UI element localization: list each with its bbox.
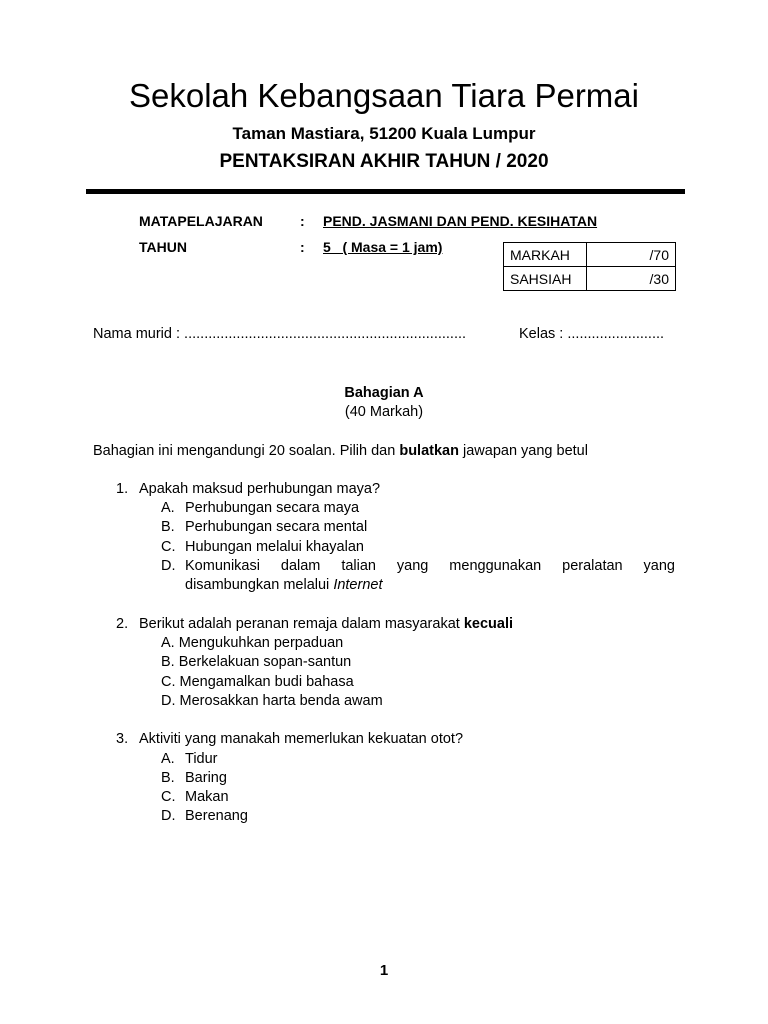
- option-text: Perhubungan secara mental: [185, 519, 368, 535]
- option-letter: A.: [161, 751, 175, 767]
- student-class-field: Kelas : ........................: [519, 326, 665, 342]
- header-divider: [86, 189, 685, 194]
- question-text: Aktiviti yang manakah memerlukan kekuatan otot?: [139, 731, 464, 747]
- question-text-main: Berikut adalah peranan remaja dalam masyarakat: [139, 616, 464, 632]
- score-label: MARKAH: [504, 243, 587, 267]
- question-number: 1.: [116, 481, 129, 497]
- option-text: Komunikasi dalam talian yang menggunakan peralatan yang: [185, 558, 675, 574]
- subject-label: MATAPELAJARAN: [139, 213, 263, 229]
- option-text: C. Mengamalkan budi bahasa: [161, 674, 354, 690]
- option-text: Makan: [185, 789, 229, 805]
- school-name: Sekolah Kebangsaan Tiara Permai: [129, 77, 639, 114]
- score-label: SAHSIAH: [504, 267, 587, 291]
- score-row-sahsiah: [504, 267, 676, 291]
- instruction-emphasis: bulatkan: [399, 443, 459, 459]
- year-label: TAHUN: [139, 239, 187, 255]
- option-text: Tidur: [185, 751, 218, 767]
- option-text: A. Mengukuhkan perpaduan: [161, 635, 344, 651]
- score-value: /30: [587, 267, 676, 291]
- option-text-continued: [185, 576, 382, 595]
- page-number: 1: [379, 962, 389, 979]
- section-marks: (40 Markah): [344, 404, 424, 420]
- option-text: B. Berkelakuan sopan-santun: [161, 654, 352, 670]
- subject-value: PEND. JASMANI DAN PEND. KESIHATAN: [323, 213, 598, 229]
- option-text-italic: Internet: [333, 577, 383, 593]
- score-row-markah: [504, 243, 676, 267]
- subject-separator: :: [300, 213, 305, 229]
- option-letter: C.: [161, 789, 176, 805]
- option-letter: B.: [161, 770, 175, 786]
- score-table: [503, 242, 676, 291]
- year-value: 5 ( Masa = 1 jam): [323, 239, 443, 255]
- year-separator: :: [300, 239, 305, 255]
- score-value: /70: [587, 243, 676, 267]
- instruction-text: jawapan yang betul: [458, 443, 588, 459]
- question-number: 3.: [116, 731, 129, 747]
- option-text: Perhubungan secara maya: [185, 500, 360, 516]
- option-letter: D.: [161, 558, 176, 574]
- question-text: [139, 615, 513, 634]
- option-letter: A.: [161, 500, 175, 516]
- option-text-line: disambungkan melalui: [185, 577, 334, 593]
- section-title: Bahagian A: [344, 385, 424, 401]
- exam-title: PENTAKSIRAN AKHIR TAHUN / 2020: [219, 151, 549, 172]
- question-text-emphasis: kecuali: [463, 616, 513, 632]
- school-address: Taman Mastiara, 51200 Kuala Lumpur: [232, 124, 536, 143]
- question-text: Apakah maksud perhubungan maya?: [139, 481, 381, 497]
- option-text: Berenang: [185, 808, 248, 824]
- section-instruction: [93, 442, 588, 461]
- option-letter: D.: [161, 808, 176, 824]
- option-letter: B.: [161, 519, 175, 535]
- student-name-field: Nama murid : ......................................................................: [93, 326, 467, 342]
- question-number: 2.: [116, 616, 129, 632]
- option-text: Hubungan melalui khayalan: [185, 539, 364, 555]
- option-text: Baring: [185, 770, 227, 786]
- option-letter: C.: [161, 539, 176, 555]
- option-text: D. Merosakkan harta benda awam: [161, 693, 383, 709]
- instruction-text: Bahagian ini mengandungi 20 soalan. Pilih dan: [93, 443, 400, 459]
